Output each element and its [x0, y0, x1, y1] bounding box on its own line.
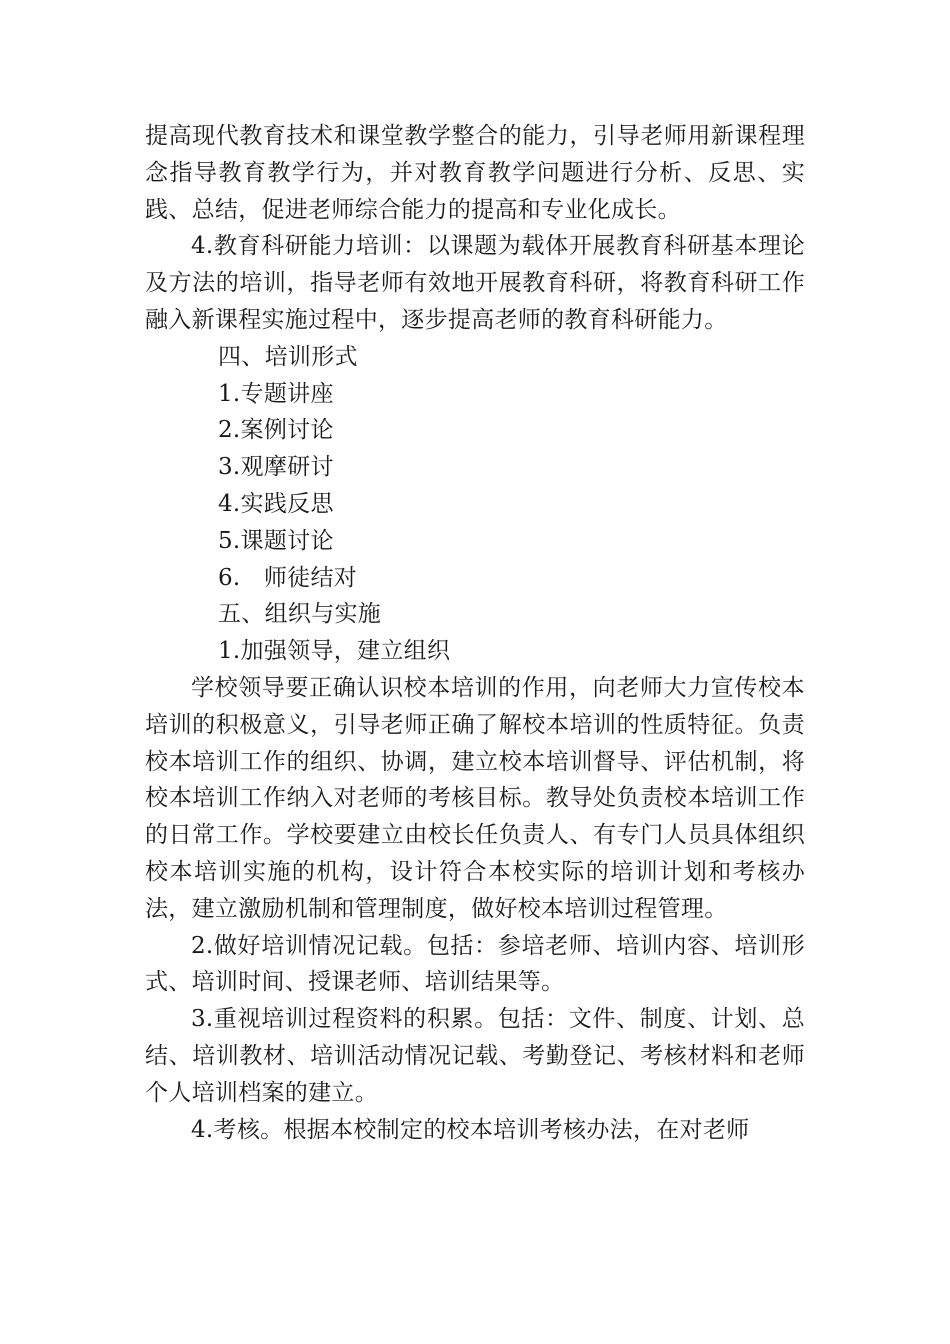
- paragraph-research-training: 4.教育科研能力培训：以课题为载体开展教育科研基本理论及方法的培训，指导老师有效地开展教育科研，将教育科研工作融入新课程实施过程中，逐步提高老师的教育科研能力。: [145, 233, 805, 333]
- heading-organization: 五、组织与实施: [218, 601, 382, 628]
- heading-training-forms: 四、培训形式: [218, 343, 358, 370]
- list-item-lecture: 1.专题讲座: [218, 380, 334, 407]
- paragraph-materials: 3.重视培训过程资料的积累。包括：文件、制度、计划、总结、培训教材、培训活动情况记载、考勤登记、考核材料和老师个人培训档案的建立。: [145, 1006, 805, 1106]
- paragraph-assessment: 4.考核。根据本校制定的校本培训考核办法，在对老师: [191, 1116, 750, 1143]
- subheading-leadership: 1.加强领导，建立组织: [218, 638, 451, 665]
- list-item-case-discussion: 2.案例讨论: [218, 417, 334, 444]
- document-body: [145, 118, 805, 1148]
- paragraph-leadership: 学校领导要正确认识校本培训的作用，向老师大力宣传校本培训的积极意义，引导老师正确了解校本培训的性质特征。负责校本培训工作的组织、协调，建立校本培训督导、评估机制，将校本培训工作纳入对老师的考核目标。教导处负责校本培训工作的日常工作。学校要建立由校长任负责人、有专门人员具体组织校本培训实施的机构，设计符合本校实际的培训计划和考核办法，建立激励机制和管理制度，做好校本培训过程管理。: [145, 674, 805, 922]
- list-item-mentoring: 6. 师徒结对: [218, 564, 358, 591]
- paragraph-records: 2.做好培训情况记载。包括：参培老师、培训内容、培训形式、培训时间、授课老师、培训结果等。: [145, 932, 805, 996]
- list-item-practice-reflection: 4.实践反思: [218, 490, 334, 517]
- list-item-observation: 3.观摩研讨: [218, 454, 334, 481]
- list-item-topic-discussion: 5.课题讨论: [218, 527, 334, 554]
- paragraph-tech-integration: 提高现代教育技术和课堂教学整合的能力，引导老师用新课程理念指导教育教学行为，并对教育教学问题进行分析、反思、实践、总结，促进老师综合能力的提高和专业化成长。: [145, 123, 805, 223]
